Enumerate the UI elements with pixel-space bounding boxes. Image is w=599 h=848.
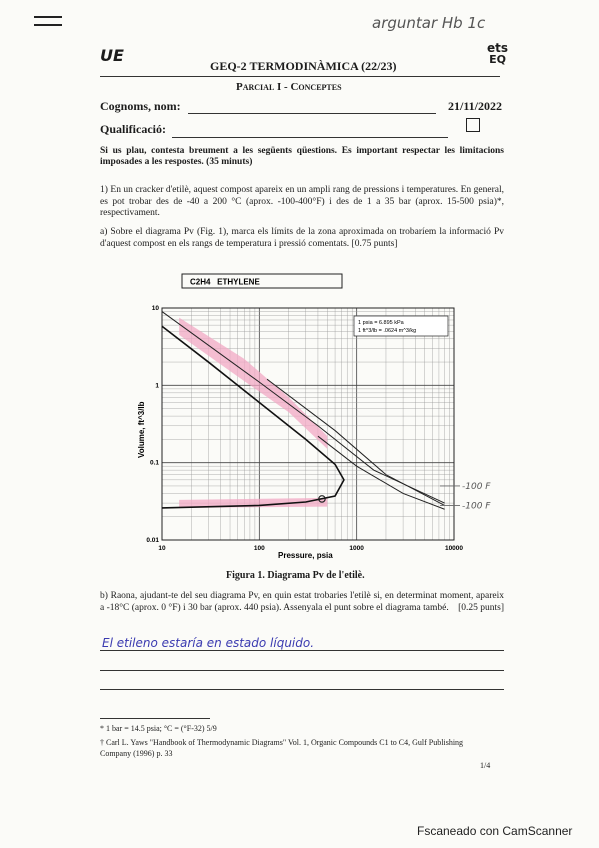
page-subtitle: Parcial I - Conceptes bbox=[236, 81, 342, 93]
question-1b: b) Raona, ajudant-te del seu diagrama Pv, en quin estat trobaries l'etilè si, en determinat moment, apareix a -18°C (aprox. 0 °F) i 30 bar (aprox. 440 psia). Assenyala el punt sobre el diagrama també. [0.25 punts] bbox=[100, 591, 504, 613]
unit-note: 1 ft^3/lb = .0624 m^3/kg bbox=[358, 328, 417, 334]
question-1-intro: 1) En un cracker d'etilè, aquest compost apareix en un ampli rang de pressions i temperatures. En general, es pot trobar des de -40 a 200 °C (aprox. -100-400°F) i des de 1 a 35 bar (aprox. 15-500 psia)*, respectivament. bbox=[100, 185, 504, 218]
pv-diagram bbox=[130, 268, 491, 568]
left-margin-marks bbox=[34, 14, 62, 30]
chart-title: C2H4 ETHYLENE bbox=[190, 277, 260, 287]
y-tick-label: 1 bbox=[155, 382, 159, 390]
isotherm-line bbox=[318, 436, 445, 509]
exam-date: 21/11/2022 bbox=[448, 99, 503, 113]
grade-box[interactable] bbox=[466, 118, 480, 132]
figure-caption: Figura 1. Diagrama Pv de l'etilè. bbox=[226, 570, 365, 581]
name-label: Cognoms, nom: bbox=[100, 99, 181, 113]
x-tick-label: 10 bbox=[158, 545, 166, 552]
logo-right: ets EQ bbox=[487, 41, 509, 66]
y-tick-label: 0.01 bbox=[146, 537, 159, 544]
page-title: GEQ-2 TERMODINÀMICA (22/23) bbox=[210, 59, 397, 73]
x-tick-label: 10000 bbox=[444, 545, 464, 552]
y-tick-label: 10 bbox=[151, 305, 159, 312]
isotherm-line bbox=[267, 379, 445, 505]
logo-left: UE bbox=[100, 46, 124, 65]
scanner-watermark: Fscaneado con CamScanner bbox=[417, 824, 573, 838]
name-line[interactable] bbox=[188, 113, 436, 114]
footnote-dagger: † Carl L. Yaws "Handbook of Thermodynamic Diagrams" Vol. 1, Organic Compounds C1 to C4, Gulf Publishing Company (1996) p. 33 bbox=[100, 738, 464, 758]
instructions: Si us plau, contesta breument a les següents qüestions. Es important respectar les limitacions imposades a les respostes. (35 minuts) bbox=[100, 146, 504, 167]
y-tick-label: 0.1 bbox=[149, 459, 159, 467]
grade-line[interactable] bbox=[172, 137, 448, 138]
x-tick-label: 100 bbox=[253, 545, 265, 552]
x-axis-label: Pressure, psia bbox=[278, 551, 333, 560]
highlight-vapor-zone bbox=[179, 318, 327, 449]
x-tick-label: 1000 bbox=[349, 545, 364, 552]
handwritten-annotation: -100 F bbox=[462, 501, 491, 512]
footnote-star: * 1 bar = 14.5 psia; °C = (°F-32) 5/9 bbox=[100, 724, 217, 733]
unit-note: 1 psia = 6.895 kPa bbox=[358, 320, 404, 326]
y-axis-label: Volume, ft^3/lb bbox=[137, 401, 146, 458]
grade-label: Qualificació: bbox=[100, 122, 166, 136]
handwritten-note: arguntar Hb 1c bbox=[372, 14, 486, 32]
handwritten-annotation: -100 F bbox=[462, 481, 491, 492]
question-1a: a) Sobre el diagrama Pv (Fig. 1), marca els límits de la zona aproximada on trobaríem la informació Pv d'aquest compost en els rangs de temperatura i pressió comentats. [0.75 punts] bbox=[100, 227, 504, 249]
answer-1b[interactable]: El etileno estaría en estado líquido. bbox=[102, 636, 315, 650]
page-number: 1/4 bbox=[480, 761, 491, 770]
